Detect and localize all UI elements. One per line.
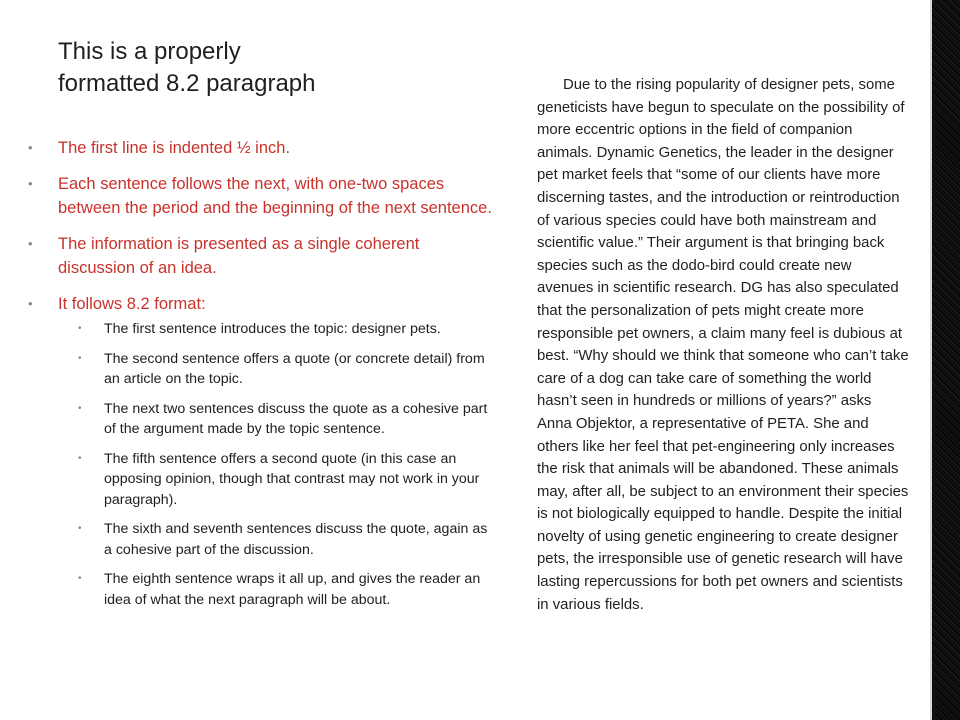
bullet-dot-icon: • bbox=[28, 295, 33, 311]
sub-bullet-text: The first sentence introduces the topic: designer pets. bbox=[104, 321, 441, 337]
bullet-list bbox=[28, 136, 498, 610]
bullet-list-container bbox=[28, 136, 498, 621]
example-paragraph: Due to the rising popularity of designer pets, some geneticists have begun to speculate on the possibility of more eccentric options in the field of companion animals. Dynamic Genetics, the leader in the designer pet market feels that “some of our clients have more discerning tastes, and the introduction or reintroduction of various species could have both mainstream and scientific value.” Their argument is that bringing back species such as the dodo-bird could create new avenues in scientific research. DG has also speculated that the personalization of pets might create more responsible pet owners, a claim many feel is dubious at best. “Why should we think that someone who can’t take care of a dog can take care of something the world hasn’t seen in hundreds or millions of years?” asks Anna Objektor, a representative of PETA. She and others like her feel that pet-engineering only increases the risk that animals will be abandoned. These animals may, after all, be subject to an environment their species is not biologically equipped to handle. Despite the initial novelty of using genetic engineering to create designer pets, the irresponsible use of genetic research will have lasting repercussions for both pet owners and scientists in various fields. bbox=[537, 77, 909, 613]
bullet-dot-icon: • bbox=[28, 140, 33, 155]
sub-bullet-item bbox=[58, 569, 498, 610]
bullet-dot-icon: • bbox=[28, 235, 33, 251]
sub-bullet-text: The second sentence offers a quote (or concrete detail) from an article on the topic. bbox=[104, 350, 485, 387]
bullet-item bbox=[28, 136, 498, 161]
sub-bullet-list bbox=[58, 319, 498, 610]
sub-bullet-item bbox=[58, 399, 498, 440]
sub-bullet-dot-icon: • bbox=[78, 452, 82, 464]
slide-title-line-2: formatted 8.2 paragraph bbox=[58, 70, 316, 97]
slide-title bbox=[58, 36, 498, 100]
bullet-text: The information is presented as a single coherent discussion of an idea. bbox=[58, 234, 420, 277]
sub-bullet-item bbox=[58, 319, 498, 340]
bullet-dot-icon: • bbox=[28, 175, 33, 191]
sub-bullet-dot-icon: • bbox=[78, 573, 82, 584]
sub-bullet-item bbox=[58, 449, 498, 511]
bullet-text: Each sentence follows the next, with one-two spaces between the period and the beginning of the next sentence. bbox=[58, 174, 492, 217]
bullet-item bbox=[28, 172, 498, 221]
bullet-text: It follows 8.2 format: bbox=[58, 294, 206, 313]
sub-bullet-dot-icon: • bbox=[78, 523, 82, 534]
sub-bullet-dot-icon: • bbox=[78, 352, 82, 364]
sub-bullet-text: The next two sentences discuss the quote as a cohesive part of the argument made by the topic sentence. bbox=[104, 400, 488, 437]
sub-bullet-item bbox=[58, 349, 498, 390]
sub-bullet-text: The fifth sentence offers a second quote (in this case an opposing opinion, though that contrast may not work in your paragraph). bbox=[104, 450, 480, 508]
bullet-item bbox=[28, 292, 498, 611]
sub-bullet-item bbox=[58, 519, 498, 560]
sub-bullet-dot-icon: • bbox=[78, 323, 82, 334]
slide-title-line-1: This is a properly bbox=[58, 38, 241, 65]
sub-bullet-dot-icon: • bbox=[78, 402, 82, 414]
bullet-item bbox=[28, 232, 498, 281]
bullet-text: The first line is indented ½ inch. bbox=[58, 139, 291, 157]
sub-bullet-text: The eighth sentence wraps it all up, and gives the reader an idea of what the next paragraph will be about. bbox=[104, 571, 481, 608]
sub-bullet-text: The sixth and seventh sentences discuss the quote, again as a cohesive part of the discussion. bbox=[104, 521, 488, 558]
decorative-border bbox=[932, 0, 960, 720]
